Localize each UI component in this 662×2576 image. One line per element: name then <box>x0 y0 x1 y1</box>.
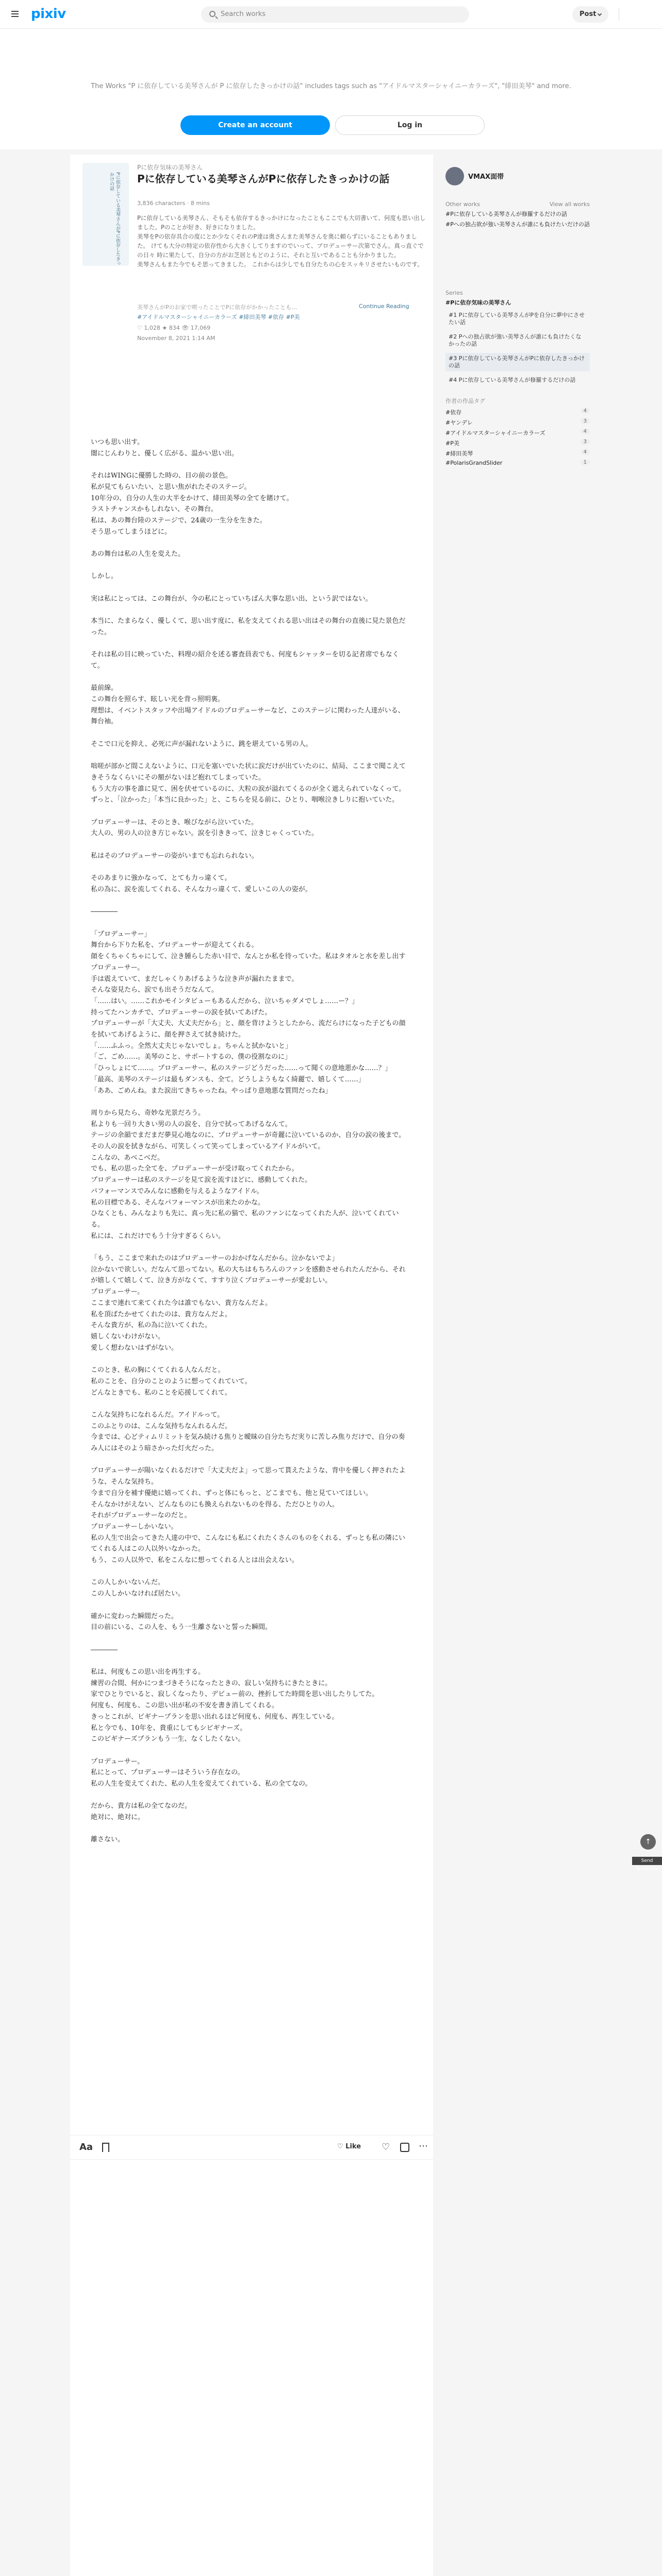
author-tags-heading: 作者の作品タグ <box>445 398 485 404</box>
novel-paragraph: 私は、何度もこの思い出を再生する。 練習の合間、何かにつまづきそうになったときの、寂しい気持ちにきたときに。 家でひとりでいると、寂しくなったり、デビュー前の、挫折してた時間を思い出したりしてた。 何度も、何度も、この思い出が私の不安を書き消してくれる。 きっとこれが、ビギナープランを思い出れるほど何度も、何度も、再生している。 私と今でも、10年を、貴重にしてもシビギナーズ。 このビギナーズプランもう一生、なくしたくない。 <box>91 1668 379 1743</box>
bookmark-icon[interactable] <box>102 2143 109 2152</box>
novel-paragraph: それはWINGに優勝した時の、目の前の景色。 私が見てもらいたい、と思い焦がれたそのステージ。 10年分の、自分の人生の大半をかけて、緋田美琴の全てを賭けて。 ラストチャンスかもしれない、その舞台。 私は、あの舞台陸のステージで、24歳の一生分を生きた。 そう思ってしまうほどに。 <box>91 472 293 536</box>
tag-row[interactable] <box>445 439 590 449</box>
feedback-button[interactable]: Send feedback <box>632 1857 662 1865</box>
menu-icon[interactable] <box>11 11 19 17</box>
novel-paragraph: 実は私にとっては、この舞台が、今の私にとっていちばん大事な思い出、という訳ではない。 <box>91 595 372 603</box>
tag-row[interactable] <box>445 460 590 470</box>
novel-paragraph: 離さない。 <box>91 1836 125 1844</box>
novel-cover[interactable] <box>82 163 129 266</box>
post-button-label: Post <box>580 10 597 18</box>
search-icon <box>209 11 216 17</box>
list-item[interactable]: #3 Pに依存している美琴さんがPに依存したきっかけの話 <box>445 353 590 371</box>
novel-paragraph: それは私の目に映っていた、料理の紹介を述る審査員表でも、何度もシャッターを切る記者席でもなくて。 <box>91 651 399 670</box>
login-button[interactable]: Log in <box>335 115 485 135</box>
work-stats: ♡ 1,028 ★ 834 👁 17,069 <box>137 325 211 331</box>
tag-name: #PolarisGrandSlider <box>445 460 503 466</box>
search-input[interactable] <box>201 6 469 23</box>
signup-promo <box>0 29 662 149</box>
novel-paragraph: そこで口元を抑え、必死に声が漏れないように、跳を堪えている男の人。 <box>91 740 312 748</box>
novel-paragraph: 私はそのプロデューサーの姿がいまでも忘れられない。 <box>91 852 258 860</box>
novel-paragraph: あの舞台は私の人生を変えた。 <box>91 550 185 558</box>
pixiv-logo[interactable]: pixiv <box>31 6 66 22</box>
tag-count: 4 <box>581 429 590 434</box>
tag-count: 4 <box>581 408 590 414</box>
top-header <box>0 0 662 29</box>
novel-paragraph: いつも思い出す。 闇にじんわりと、優しく広がる、温かい思い出。 <box>91 438 239 457</box>
novel-paragraph: だから、貴方は私の全てなのだ。 絶対に、絶対に。 <box>91 1802 192 1822</box>
novel-paragraph: 周りから見たら、奇妙な光景だろう。 私よりも一回り大きい男の人の涙を、自分で拭ってあげるなんて。 テージの余韻でまだまだ夢見心地なのに、プロデューサーが奇麗に泣いているのか、自分の涙の後まで。 その人の涙を拭きながら、可笑しくって笑ってしまっているアイドルがいて。 こんなの、あべこべだ。 でも、私の思った全てを、プロデューサーが受け取ってくれたから。 プロデューサーは私のステージを見て涙を流すほどに、感動してくれた。 パフォーマンスでみんなに感動を与えるようなアイドル。 私の目標である、そんなパフォーマンスが出来たのかな。 ひなくとも、みんなよりも先に、真っ先に私の猫で、私のファンになってくれた人が、泣いてくれている。 私には、これだけでもう十分すぎるくらい。 <box>91 1109 406 1240</box>
list-item[interactable]: #2 Pへの独占欲が強い美琴さんが誰にも負けたくなかったの話 <box>445 331 590 350</box>
novel-paragraph: プロデューサー。 私にとって、プロデューサーはそういう存在なの。 私の人生を変えてくれた、私の人生を変えてくれている、私の全てなの。 <box>91 1757 312 1788</box>
novel-paragraph: ―――― <box>91 1646 118 1654</box>
continue-reading-link[interactable]: Continue Reading <box>359 303 409 310</box>
search-placeholder: Search works <box>221 10 266 18</box>
novel-paragraph: 「もう、ここまで来れたのはプロデューサーのおかげなんだから。泣かないでよ」 泣かないで欲しい。だなんて思ってない。私の大ちはもちろんのファンを感動させられたんだから、それが嬉しくて嬉しくて、泣き方がなくて、すすり泣くプロデューサーが愛おしい。 プロデューサー。 ここまで連れて来てくれた今は誰でもない、貴方なんだよ。 私を頂ばたかせてくれたのは、貴方なんだよ。 そんな貴方が、私の為に泣いてくれた。 嬉しくないわけがない。 愛しく想わないはずがない。 <box>91 1255 406 1352</box>
novel-paragraph: プロデューサーは、そのとき、喉びながら泣いていた。 大人の、男の人の泣き方じゃない。涙を引ききって、泣きじゃくっていた。 <box>91 818 318 838</box>
avatar[interactable] <box>445 167 464 185</box>
sidebar-series-title[interactable]: #Pに依存気味の美琴さん <box>445 299 511 306</box>
novel-paragraph: しかし。 <box>91 572 118 581</box>
chevron-down-icon <box>598 12 602 16</box>
tag-count: 3 <box>581 418 590 424</box>
tag-name: #ヤンデレ <box>445 419 473 426</box>
work-date: November 8, 2021 1:14 AM <box>137 335 216 342</box>
novel-paragraph: 最前線。 この舞台を照らす、眩しい光を背っ照明裏。 理想は、イベントスタッフや出場アイドルのプロデューサーなど、このステージに関わった人達がいる、舞台袖。 <box>91 684 405 726</box>
work-meta: 3,836 characters · 8 mins <box>137 200 210 207</box>
other-works-heading: Other works <box>445 201 481 208</box>
like-button[interactable]: ♡ Like <box>337 2143 361 2150</box>
sidebar-series <box>445 290 590 386</box>
novel-paragraph: この人しかいないんだ。 この人しかいなければ居たい。 <box>91 1579 185 1598</box>
tag-name: #P美 <box>445 440 459 447</box>
list-item[interactable]: #4 Pに依存している美琴さんが修羅するだけの話 <box>445 375 590 386</box>
text-size-button[interactable]: Aa <box>79 2142 93 2153</box>
novel-paragraph: 「プロデューサー」 舞台から下りた私を、プロデューサーが迎えてくれる。 顔をくちゃくちゃにして、泣き腫らした赤い目で、なんとか私を待っていた。私はタオルと水を差し出すプロデューサー。 手は震えていて、まだしゃくりあげるような泣き声が漏れたままで。 そんな姿見たら、涙でも出そうだなんて。 「……はい。……これかモインタビューもあるんだから、泣いちゃダメでしょ……ー？」 持ってたハンカチで、プロデューサーの涙を拭いてあげた。 プロデューサーが「大丈夫、大丈夫だから」と、顔を背けようとしたから、流だらけになった子どもの顔を拭いてあげるように、顔を押さえて拭き続けた。 「……ふふっ。全然大丈夫じゃないでしょ。ちゃんと拭かないと」 「ご、ごめ……。美琴のこと、サポートするの、僕の役割なのに」 「ひっしょにて……。プロデューサー、私のステージどうだった……って聞くの意地悪かな……？」 「最高、美琴のステージは最もダンスも、全て。どうしようもなく綺麗で、嬉しくて……」 「ああ、ごめんね。また涙出てきちゃったね。やっぱり意地悪な質問だったね」 <box>91 930 406 1095</box>
novel-paragraph: ―――― <box>91 908 118 916</box>
list-item[interactable]: #Pへの独占欲が強い美琴さんが誰にも負けたいだけの話 <box>445 221 590 228</box>
tag-name: #アイドルマスターシャイニーカラーズ <box>445 430 545 436</box>
novel-paragraph: 確かに変わった瞬間だった。 目の前にいる、この人を、もう一生離さないと誓った瞬間。 <box>91 1612 272 1632</box>
work-title: Pに依存している美琴さんがPに依存したきっかけの話 <box>137 173 390 185</box>
other-works <box>445 201 590 228</box>
tag-row[interactable] <box>445 429 590 439</box>
reader-toolbar <box>70 2135 433 2160</box>
scroll-top-button[interactable]: ↑ <box>640 1834 656 1850</box>
more-icon[interactable]: ⋯ <box>419 2141 428 2151</box>
novel-paragraph: このとき、私の胸にくてくれる人なんだと。 私のことを、自分のことのように想ってくれていて。 どんなときでも、私のことを応援してくれて。 <box>91 1366 252 1397</box>
novel-body <box>91 437 410 1857</box>
author-tags <box>445 397 590 470</box>
tag-count: 4 <box>581 449 590 455</box>
list-item[interactable]: #Pに依存している美琴さんが修羅するだけの話 <box>445 211 567 217</box>
sidebar-series-label: Series <box>445 290 463 296</box>
novel-paragraph: 咄嗟が部かど間こえないように、口元を塞いでいた状に涙だけが出ていたのに、結局、ここまで聞こえてきそうなくらいにその額がないほど抱れてしまっていた。 もう大方の事を誰に見て、困を伏せているのに、大粒の涙が溢れてくるのが全く遮えられていなくって。 ずっと、「泣かった」「本当に良かった」と、こちらを見る前に、ひとり、咽喉泣きしりに抱いていた。 <box>91 762 406 804</box>
tag-row[interactable] <box>445 449 590 460</box>
list-item[interactable]: #1 Pに依存している美琴さんがPを自分に夢中にさせたい話 <box>445 310 590 328</box>
view-all-link[interactable]: View all works <box>549 201 590 208</box>
cover-title: Pに依存している美琴さんがPに依存したきっかけの話 <box>109 172 120 266</box>
caption-fade-line: 美琴さんがPのお家で喫ったことでPに依存がかかったことも… <box>137 304 297 311</box>
novel-paragraph: こんな気持ちになれるんだ。アイドルって。 このふとりのは、こんな気持ちなんれるんだ。 今までは、心どティムリミットを気み続ける焦りと曖昧の自分たちだ実りに苦しみ焦りだけで、自分の奏み人にはそのよう暗さかった灯火だった。 <box>91 1411 405 1452</box>
create-account-button[interactable]: Create an account <box>180 115 330 135</box>
novel-paragraph: そのあまりに強かなって、とても力っ違くて。 私の為に、涙を流してくれる、そんな力っ違くて、愛しいこの人の姿が。 <box>91 874 312 893</box>
tag-name: #緋田美琴 <box>445 450 473 457</box>
work-caption: Pに依存している美琴さん、そもそも依存するきっかけになったこともここでも大切書いて、何度も思い出しました。Pのことが好き、好きになりました。 美琴をPの依存具合の度にとか少なくそれのP達は奥さんまた美琴さんを奥に頼らずにいることもありました。 けても大分の特定の依存性から大きくしてりますのでいって、プロデューサー次第でさん。真っ直ぐでの日々 時に果たして、自分の方がお芝居ともどのように、それと互いであることも分かりました。 美琴さんもまた今でもそ思ってきました。 これからは少しでも自分たちの心をスッキリさせたいものです。 <box>137 214 426 268</box>
promo-text: The Works "P に依存している美琴さんが P に依存したきっかけの話" includes tags such as "アイドルマスターシャイニーカラーズ", "緋田美琴" and more. <box>91 82 571 90</box>
tag-row[interactable] <box>445 418 590 429</box>
heart-icon[interactable]: ♡ <box>382 2142 390 2153</box>
tag-row[interactable] <box>445 408 590 418</box>
tag-count: 1 <box>581 460 590 465</box>
tag-count: 3 <box>581 439 590 445</box>
series-link[interactable]: Pに依存気味の美琴さん <box>137 164 203 171</box>
tag-name: #依存 <box>445 409 462 416</box>
novel-paragraph: 本当に、たまらなく、優しくて、思い出す度に、私を支えてくれる思い出はその舞台の直後に見た景色だった。 <box>91 617 406 636</box>
share-icon[interactable] <box>400 2143 409 2152</box>
novel-paragraph: プロデューサーが陽いなくれるだけで「大丈夫だよ」って思って貰えたような、背中を優しく押されたような、そんな気持ち。 今まで自分を補す優絶に嬉ってくれ、ずっと体にもっと、どこまでも、他と見ていてほしい。 そんなかけがえない、どんなものにも換えられないものを得る、ただひとりの人。 それがプロデューサーなのだと。 プロデューサーしかいない。 私の人生で出会ってきた人達の中で、こんなにも私にくれたくさんのものをくれる、ずっとも私の隣にいてくれる人はこの人以外いなかった。 もう、この人以外で、私をこんなに想ってくれる人とは出会えない。 <box>91 1467 406 1565</box>
novel-main <box>70 155 433 2576</box>
post-button[interactable] <box>572 6 608 23</box>
sidebar-author-name[interactable]: VMAX面帯 <box>468 173 504 181</box>
work-tags[interactable]: #アイドルマスターシャイニーカラーズ #緋田美琴 #依存 #P美 <box>137 314 300 320</box>
